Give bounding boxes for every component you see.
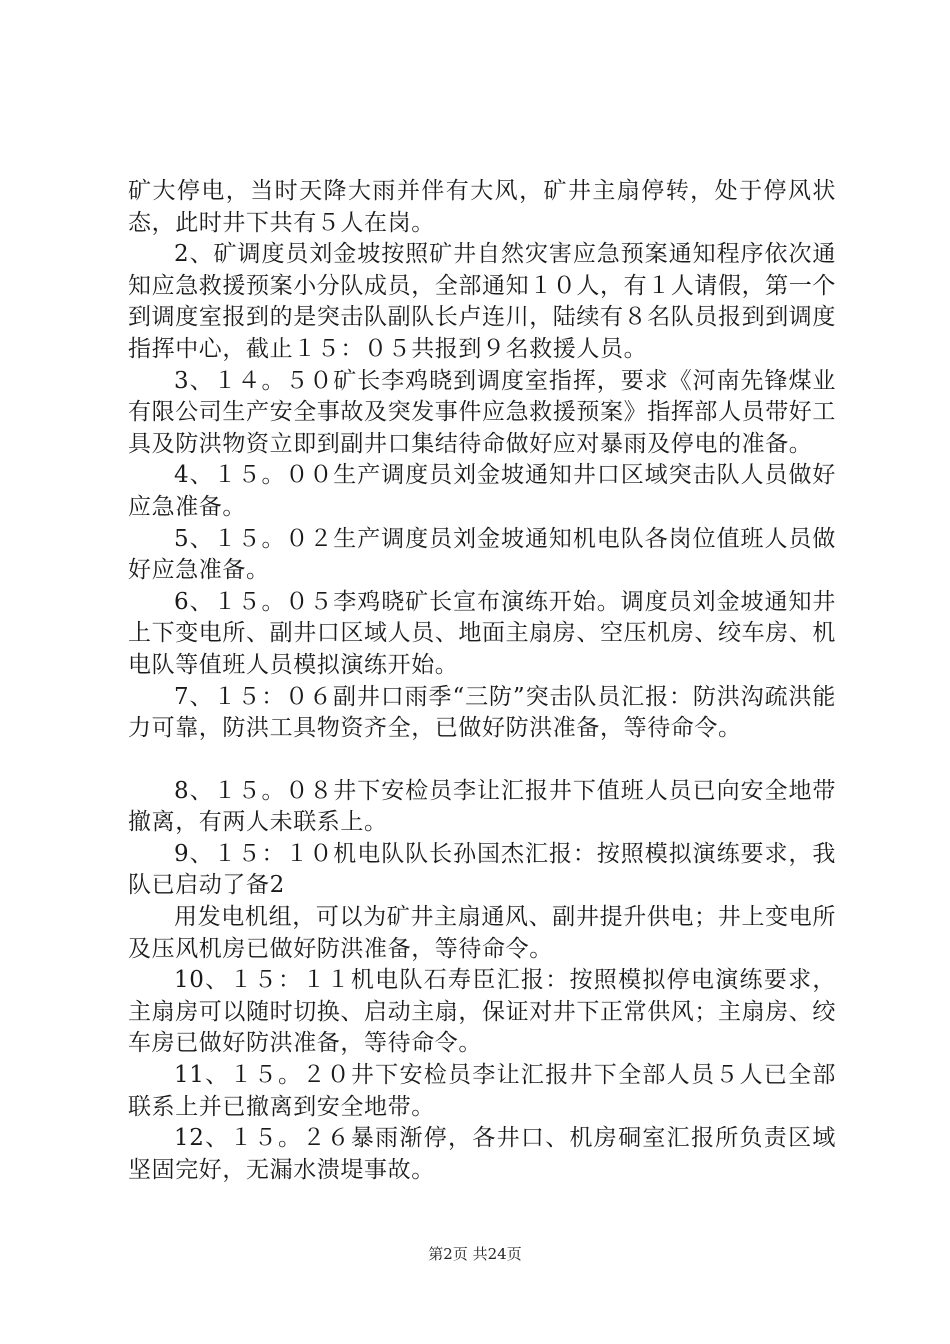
paragraph-item-5: 5、１５。０２生产调度员刘金坡通知机电队各岗位值班人员做好应急准备。 — [128, 525, 836, 584]
paragraph-item-2: 2、矿调度员刘金坡按照矿井自然灾害应急预案通知程序依次通知应急救援预案小分队成员，全部通知１０人，有１人请假，第一个到调度室报到的是突击队副队长卢连川，陆续有８名队员报到到调度指挥中心，截止１５：０５共报到９名救援人员。 — [128, 241, 836, 362]
paragraph-item-3: 3、１４。５０矿长李鸡晓到调度室指挥，要求《河南先锋煤业有限公司生产安全事故及突发事件应急救援预案》指挥部人员带好工具及防洪物资立即到副井口集结待命做好应对暴雨及停电的准备。 — [128, 367, 836, 457]
paragraph-item-10: 10、１５：１１机电队石寿臣汇报：按照模拟停电演练要求，主扇房可以随时切换、启动主扇，保证对井下正常供风；主扇房、绞车房已做好防洪准备，等待命令。 — [128, 967, 836, 1057]
page-footer: 第2页 共24页 — [428, 1245, 522, 1263]
paragraph-item-9-continued: 用发电机组，可以为矿井主扇通风、副井提升供电；井上变电所及压风机房已做好防洪准备，等待命令。 — [128, 904, 836, 962]
paragraph-item-12: 12、１５。２６暴雨渐停，各井口、机房硐室汇报所负责区域坚固完好，无漏水溃堤事故。 — [128, 1125, 836, 1183]
document-body — [128, 176, 836, 1186]
paragraph-continuation: 矿大停电，当时天降大雨并伴有大风，矿井主扇停转，处于停风状态，此时井下共有５人在岗。 — [128, 178, 836, 236]
paragraph-item-7: 7、１５：０６副井口雨季“三防”突击队员汇报：防洪沟疏洪能力可靠，防洪工具物资齐全，已做好防洪准备，等待命令。 — [128, 683, 836, 742]
paragraph-item-6: 6、１５。０５李鸡晓矿长宣布演练开始。调度员刘金坡通知井上下变电所、副井口区域人员、地面主扇房、空压机房、绞车房、机电队等值班人员模拟演练开始。 — [128, 588, 836, 678]
paragraph-item-4: 4、１５。００生产调度员刘金坡通知井口区域突击队人员做好应急准备。 — [128, 462, 836, 520]
paragraph-gap — [128, 745, 836, 776]
paragraph-item-11: 11、１５。２０井下安检员李让汇报井下全部人员５人已全部联系上并已撤离到安全地带。 — [128, 1062, 836, 1120]
paragraph-item-9: 9、１５：１０机电队队长孙国杰汇报：按照模拟演练要求，我队已启动了备2 — [128, 840, 836, 899]
paragraph-item-8: 8、１５。０８井下安检员李让汇报井下值班人员已向安全地带撤离，有两人未联系上。 — [128, 777, 836, 836]
